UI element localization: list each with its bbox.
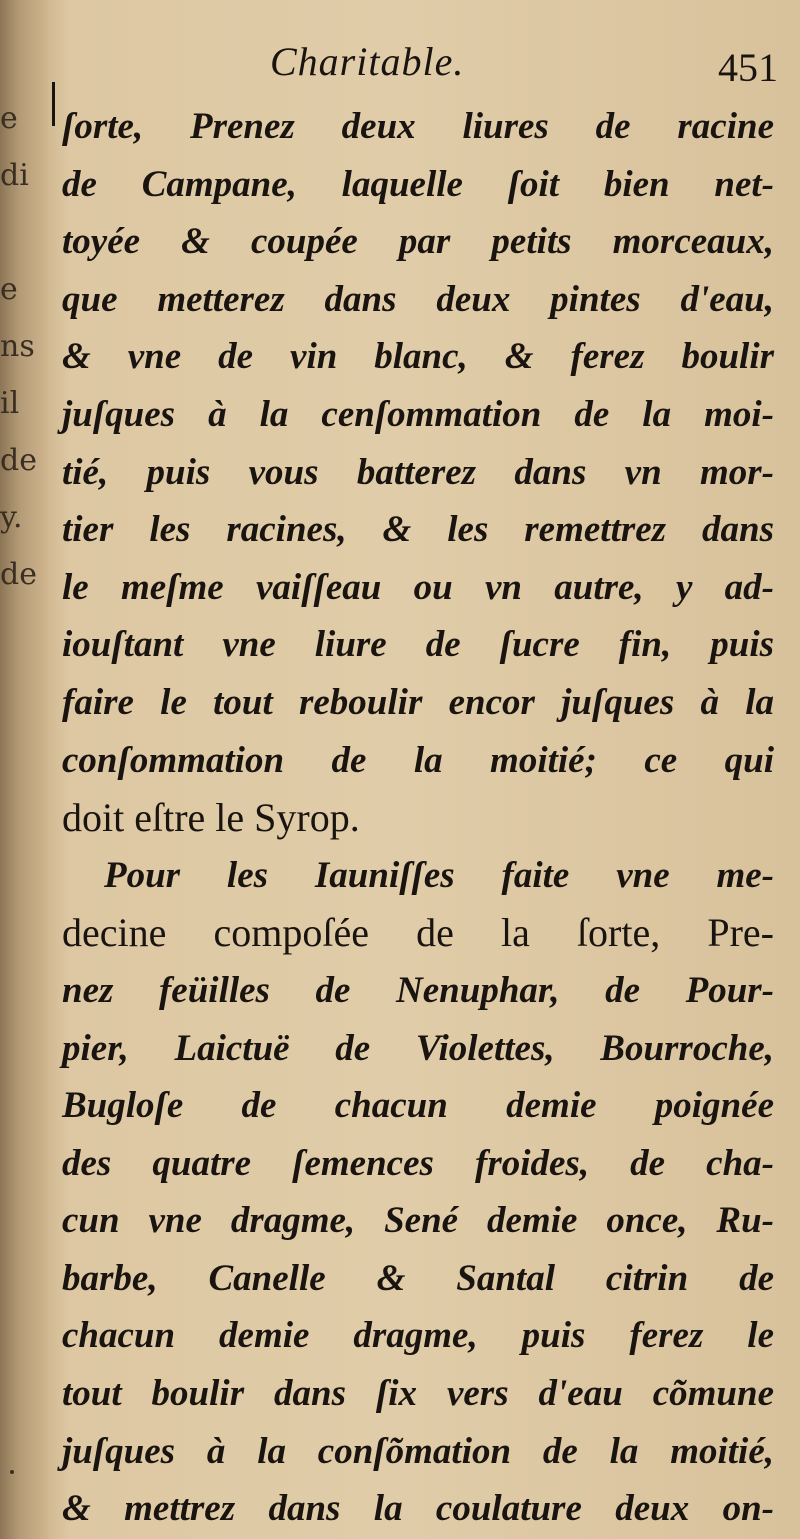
edge-fragment <box>0 603 22 660</box>
edge-fragment: di <box>0 158 29 193</box>
text-line: & mettrez dans la coulature deux on- <box>62 1488 774 1530</box>
running-title: Charitable. <box>270 39 465 84</box>
text-line: tié, puis vous batterez dans vn mor- <box>62 451 774 493</box>
page-number: 451 <box>718 45 778 90</box>
text-line: tout boulir dans ſix vers d'eau cõmune <box>62 1373 774 1415</box>
text-line: tier les racines, & les remettrez dans <box>62 509 774 551</box>
body-text <box>62 98 774 1538</box>
edge-fragment: de <box>0 557 37 592</box>
text-line: toyée & coupée par petits morceaux, <box>62 221 774 263</box>
ink-speck <box>10 1470 14 1474</box>
edge-fragment <box>0 774 22 831</box>
page-header <box>270 38 790 98</box>
edge-fragment: e <box>0 272 18 307</box>
text-line: pier, Laictuë de Violettes, Bourroche, <box>62 1027 774 1069</box>
text-line: chacun demie dragme, puis ferez le <box>62 1315 774 1357</box>
edge-fragment <box>0 660 22 717</box>
text-line: ſorte, Prenez deux liures de racine <box>62 106 774 147</box>
text-line: le meſme vaiſſeau ou vn autre, y ad- <box>62 566 774 608</box>
text-line: Pour les Iauniſſes faite vne me- <box>104 854 774 896</box>
facing-page-edge-text <box>0 90 37 945</box>
text-line: conſommation de la moitié; ce qui <box>62 739 774 781</box>
edge-fragment <box>0 717 22 774</box>
text-line: & vne de vin blanc, & ferez boulir <box>62 336 774 378</box>
edge-fragment: e <box>0 101 18 136</box>
margin-mark <box>52 82 55 126</box>
text-line: doit eſtre le Syrop. <box>62 795 360 841</box>
text-line: nez feüilles de Nenuphar, de Pour- <box>62 969 774 1011</box>
edge-fragment <box>0 204 22 261</box>
edge-fragment <box>0 831 22 888</box>
text-line: juſques à la cenſommation de la moi- <box>62 393 774 435</box>
edge-fragment: ns <box>0 329 35 364</box>
text-line: barbe, Canelle & Santal citrin de <box>62 1257 774 1299</box>
text-line: iouſtant vne liure de ſucre fin, puis <box>62 624 774 666</box>
edge-fragment: y. <box>0 500 23 535</box>
text-line: decine compoſée de la ſorte, Pre- <box>62 910 774 956</box>
edge-fragment <box>0 888 22 945</box>
edge-fragment: de <box>0 443 37 478</box>
edge-fragment: il <box>0 386 20 421</box>
text-line: de Campane, laquelle ſoit bien net- <box>62 163 774 205</box>
text-line: juſques à la conſõmation de la moitié, <box>62 1430 774 1472</box>
text-line: des quatre ſemences froides, de cha- <box>62 1142 774 1184</box>
text-line: cun vne dragme, Sené demie once, Ru- <box>62 1200 774 1242</box>
text-line: Bugloſe de chacun demie poignée <box>62 1085 774 1127</box>
text-line: que metterez dans deux pintes d'eau, <box>62 278 774 320</box>
text-line: faire le tout reboulir encor juſques à la <box>62 681 774 723</box>
